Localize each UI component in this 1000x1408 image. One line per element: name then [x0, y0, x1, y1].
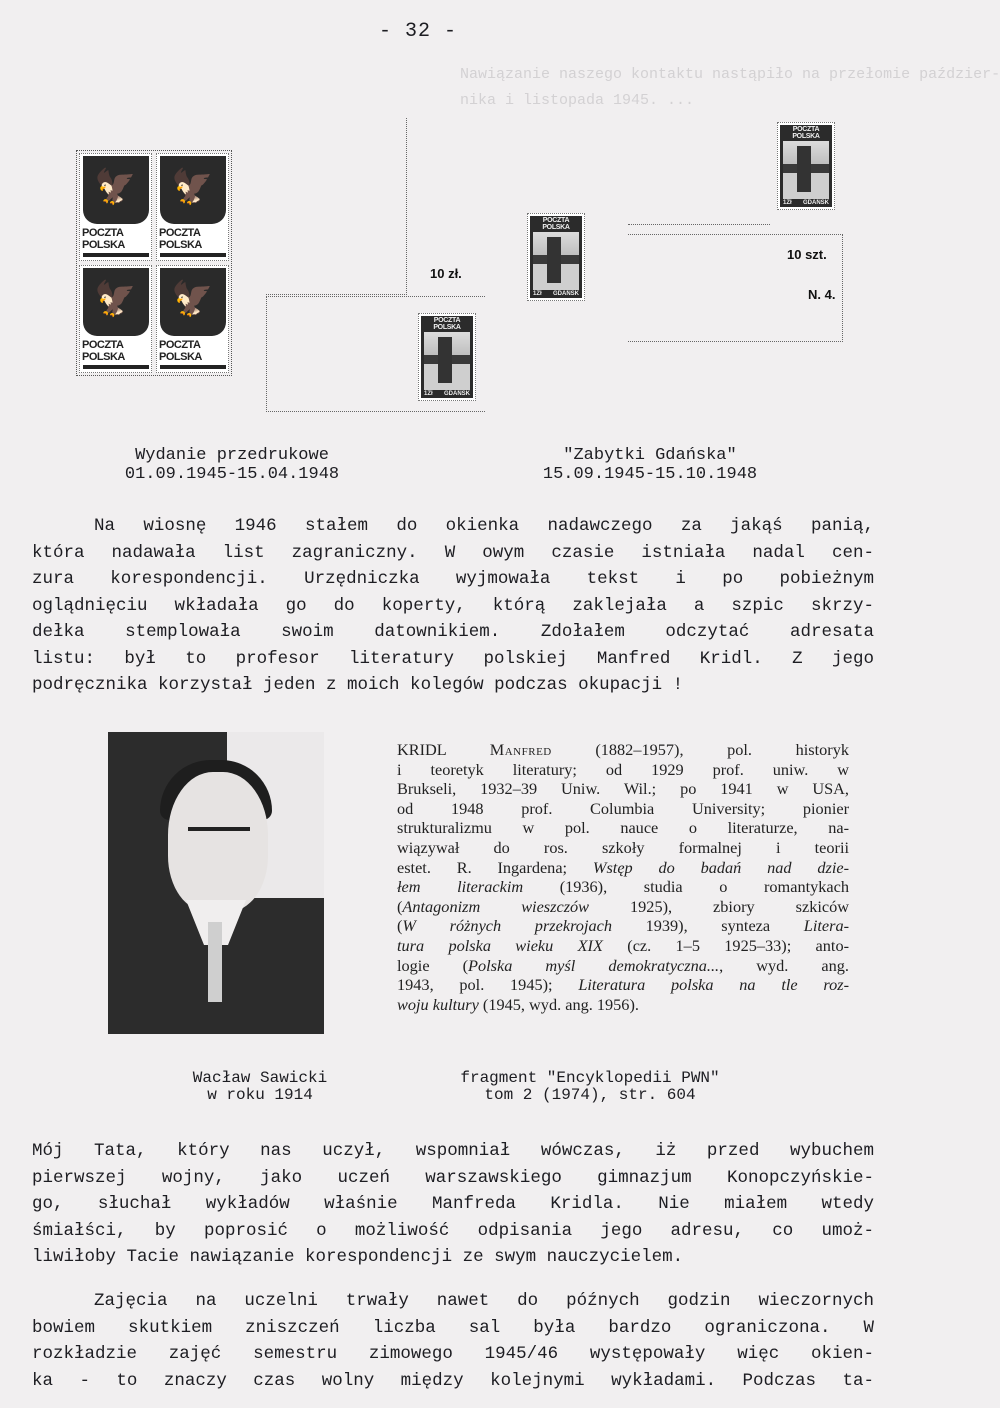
eagle-icon: 🦅 [94, 283, 137, 321]
paragraph-university-classes: Zajęcia na uczelni trwały nawet do późnych godzin wieczornych bowiem skutkiem zniszczeń liczba sal była bardzo ograniczona. W rozkładzie zajęć semestru zimowego 1945/46 występowały więc okien- ka - to znaczy czas wolny między kolejnymi wykładami. Podczas ta- [32, 1291, 874, 1391]
gdansk-stamp: POCZTA POLSKA 1Zł GDAŃSK [418, 313, 476, 401]
stamp-text: POCZTA POLSKA [159, 339, 202, 363]
eagle-stamp [79, 265, 152, 373]
eagle-stamp [79, 153, 152, 261]
source-caption: fragment "Encyklopedii PWN" tom 2 (1974), str. 604 [460, 1069, 720, 1104]
eagle-icon: 🦅 [94, 171, 137, 209]
church-ruin-icon [533, 232, 579, 290]
eagle-stamp [156, 153, 229, 261]
eagle-stamp-block [76, 150, 232, 376]
page-number: - 32 - [378, 20, 457, 43]
eagle-stamp [156, 265, 229, 373]
bleed-through-text: Nawiązanie naszego kontaktu nastąpiło na przełomie paździer- nika i listopada 1945. ... [460, 66, 1000, 109]
caption-gdansk-issue: "Zabytki Gdańska" 15.09.1945-15.10.1948 [542, 446, 758, 484]
caption-reprint-issue: Wydanie przedrukowe 01.09.1945-15.04.1948 [124, 446, 340, 484]
gdansk-stamp: POCZTA POLSKA 1Zł GDAŃSK [527, 213, 585, 301]
paragraph-kridl-letter: Na wiosnę 1946 stałem do okienka nadawczego za jakąś panią, która nadawała list zagraniczny. W owym czasie istniała nadal cen- zura korespondencji. Urzędniczka wyjmowała tekst i po pobieżnym oglądnięciu wkładała go do koperty, którą zaklejała a szpic skrzy- dełka stemplowała swoim datownikiem. Zdołałem odczytać adresata listu: był to profesor literatury polskiej Manfred Kridl. Z jego podręcznika korzystał jeden z moich kolegów podczas okupacji ! [32, 516, 874, 695]
sheet-count-label: 10 szt. [787, 247, 827, 262]
stamp-text: POCZTA POLSKA [82, 227, 125, 251]
sheet-frame-left [266, 118, 407, 295]
sheet-frame-right-top [628, 224, 770, 225]
church-ruin-icon [783, 141, 829, 199]
stamp-text: POCZTA POLSKA [82, 339, 125, 363]
encyclopedia-excerpt: KRIDL Manfred (1882–1957), pol. historyk i teoretyk literatury; od 1929 prof. uniw. w Brukseli, 1932–39 Uniw. Wil.; po 1941 w USA, od 1948 prof. Columbia University; pionier strukturalizmu w pol. nauce o literaturze, na- wiązywał do ros. szkoły formalnej i teorii estet. R. Ingardena; Wstęp do badań nad dzie- łem literackim (1936), studia o romantykach (Antagonizm wieszczów 1925), zbiory szkiców (W różnych przekrojach 1939), synteza Litera- tura polska wieku XIX (cz. 1–5 1925–33); anto- logie (Polska myśl demokratyczna..., wyd. ang. 1943, pol. 1945); Literatura polska na tle roz- woju kultury (1945, wyd. ang. 1956). [397, 740, 850, 1014]
sheet-value-label: 10 zł. [430, 266, 462, 281]
gdansk-stamp: POCZTA POLSKA 1Zł GDAŃSK [777, 122, 835, 210]
paragraph-father-memory: Mój Tata, który nas uczył, wspomniał wówczas, iż przed wybuchem pierwszej wojny, jako uczeń warszawskiego gimnazjum Konopczyńskie- go, słuchał wykładów właśnie Manfreda Kridla. Nie miałem wtedy śmiałści, by poprosić o możliwość odpisania jego adresu, co umoż- liwiłoby Tacie nawiązanie korespondencji ze swym nauczycielem. [32, 1141, 874, 1267]
church-ruin-icon [424, 332, 470, 390]
stamp-text: POCZTA POLSKA [159, 227, 202, 251]
photo-caption: Wacław Sawicki w roku 1914 [192, 1069, 328, 1104]
portrait-photo [108, 732, 324, 1034]
sheet-number-label: N. 4. [808, 287, 836, 302]
eagle-icon: 🦅 [171, 283, 214, 321]
eagle-icon: 🦅 [171, 171, 214, 209]
